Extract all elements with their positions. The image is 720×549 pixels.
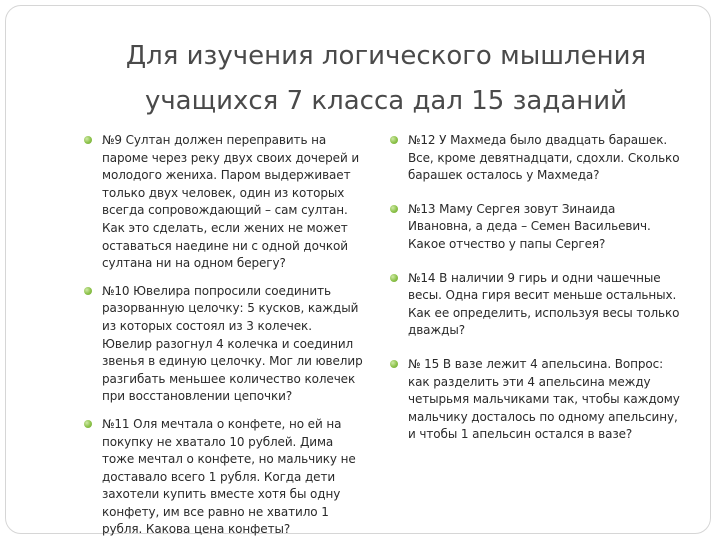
task-item-9 [84, 132, 364, 273]
task-text: №14 В наличии 9 гирь и одни чашечные весы. Одна гиря весит меньше остальных. Как ее определить, используя весы только дважды? [408, 270, 680, 338]
task-item-10 [84, 283, 364, 406]
right-task-list [390, 132, 680, 460]
slide-title: Для изучения логического мышления учащихся 7 класса дал 15 заданий [125, 41, 647, 116]
task-item-15 [390, 356, 680, 444]
task-text: №12 У Махмеда было двадцать барашек. Все, кроме девятнадцати, сдохли. Сколько барашек осталось у Махмеда? [408, 133, 680, 183]
task-item-11 [84, 416, 364, 539]
left-task-list [84, 132, 364, 549]
task-text: № 15 В вазе лежит 4 апельсина. Вопрос: как разделить эти 4 апельсина между четырьмя мальчиками так, чтобы каждому мальчику досталось по одному апельсину, и чтобы 1 апельсин остался в вазе? [408, 356, 680, 442]
bullet-icon [84, 136, 92, 144]
bullet-icon [390, 274, 398, 282]
task-text: №11 Оля мечтала о конфете, но ей на покупку не хватало 10 рублей. Дима тоже мечтал о конфете, но мальчику не доставало всего 1 рубля. Когда дети захотели купить вместе хотя бы одну конфету, им все равно не хватило 1 рубля. Какова цена конфеты? [102, 416, 356, 537]
task-item-12 [390, 132, 680, 185]
bullet-icon [390, 360, 398, 368]
task-item-14 [390, 270, 680, 340]
task-text: №10 Ювелира попросили соединить разорванную целочку: 5 кусков, каждый из которых состоял из 3 колечек. Ювелир разогнул 4 колечка и соединил звенья в единую целочку. Мог ли ювелир разгибать меньшее количество колечек при восстановлении цепочки? [102, 283, 363, 404]
slide-frame [5, 5, 711, 537]
bullet-icon [390, 136, 398, 144]
bullet-icon [84, 287, 92, 295]
task-item-13 [390, 201, 680, 254]
bullet-icon [84, 420, 92, 428]
task-text: №13 Маму Сергея зовут Зинаида Ивановна, а деда – Семен Васильевич. Какое отчество у папы Сергея? [408, 201, 651, 251]
task-text: №9 Султан должен переправить на пароме через реку двух своих дочерей и молодого жениха. Паром выдерживает только двух человек, один из которых всегда сопровождающий – сам султан. Как это сделать, если жених не может оставаться наедине ни с одной дочкой султана ни на одном берегу? [102, 133, 360, 271]
bullet-icon [390, 205, 398, 213]
